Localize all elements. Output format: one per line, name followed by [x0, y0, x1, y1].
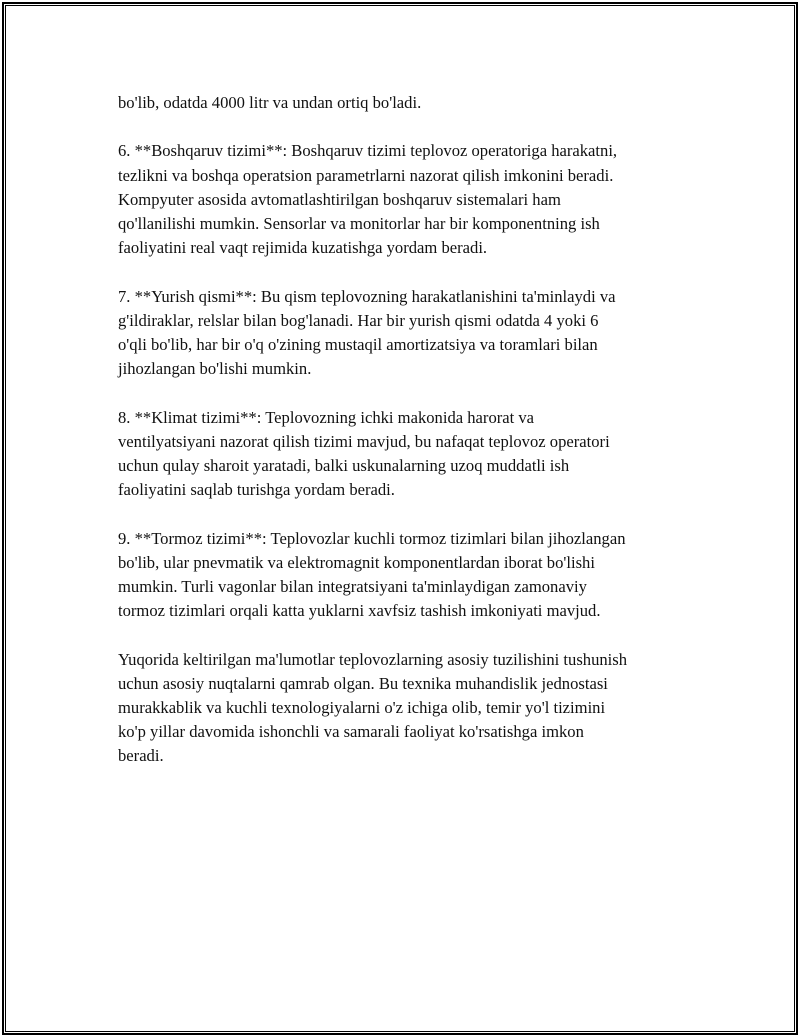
paragraph-conclusion: Yuqorida keltirilgan ma'lumotlar teplovozlarning asosiy tuzilishini tushunish uchun asosiy nuqtalarni qamrab olgan. Bu texnika muhandislik jednostasi murakkablik va kuchli texnologiyalarni o'z ichiga olib, temir yo'l tizimini ko'p yillar davomida ishonchli va samarali faoliyat ko'rsatishga imkon beradi. — [118, 649, 628, 766]
paragraph-climate-system: 8. **Klimat tizimi**: Teplovozning ichki makonida harorat va ventilyatsiyani nazorat qilish tizimi mavjud, bu nafaqat teplovoz operatori uchun qulay sharoit yaratadi, balki uskunalarning uzoq muddatli ish faoliyatini saqlab turishga yordam beradi. — [118, 407, 610, 500]
paragraph-continuation: bo'lib, odatda 4000 litr va undan ortiq bo'ladi. — [118, 93, 422, 112]
document-body — [118, 91, 698, 793]
paragraph-brake-system: 9. **Tormoz tizimi**: Teplovozlar kuchli tormoz tizimlari bilan jihozlangan bo'lib, ular pnevmatik va elektromagnit komponentlardan iborat bo'lishi mumkin. Turli vagonlar bilan integratsiyani ta'minlaydigan zamonaviy tormoz tizimlari orqali katta yuklarni xavfsiz tashish imkoniyati mavjud. — [118, 528, 626, 621]
paragraph-running-gear: 7. **Yurish qismi**: Bu qism teplovozning harakatlanishini ta'minlaydi va g'ildiraklar, relslar bilan bog'lanadi. Har bir yurish qismi odatda 4 yoki 6 o'qli bo'lib, har bir o'q o'zining mustaqil amortizatsiya va toramlari bilan jihozlangan bo'lishi mumkin. — [118, 286, 616, 379]
paragraph-control-system: 6. **Boshqaruv tizimi**: Boshqaruv tizimi teplovoz operatoriga harakatni, tezlikni va boshqa operatsion parametrlarni nazorat qilish imkonini beradi. Kompyuter asosida avtomatlashtirilgan boshqaruv sistemalari ham qo'llanilishi mumkin. Sensorlar va monitorlar har bir komponentning ish faoliyatini real vaqt rejimida kuzatishga yordam beradi. — [118, 141, 618, 258]
